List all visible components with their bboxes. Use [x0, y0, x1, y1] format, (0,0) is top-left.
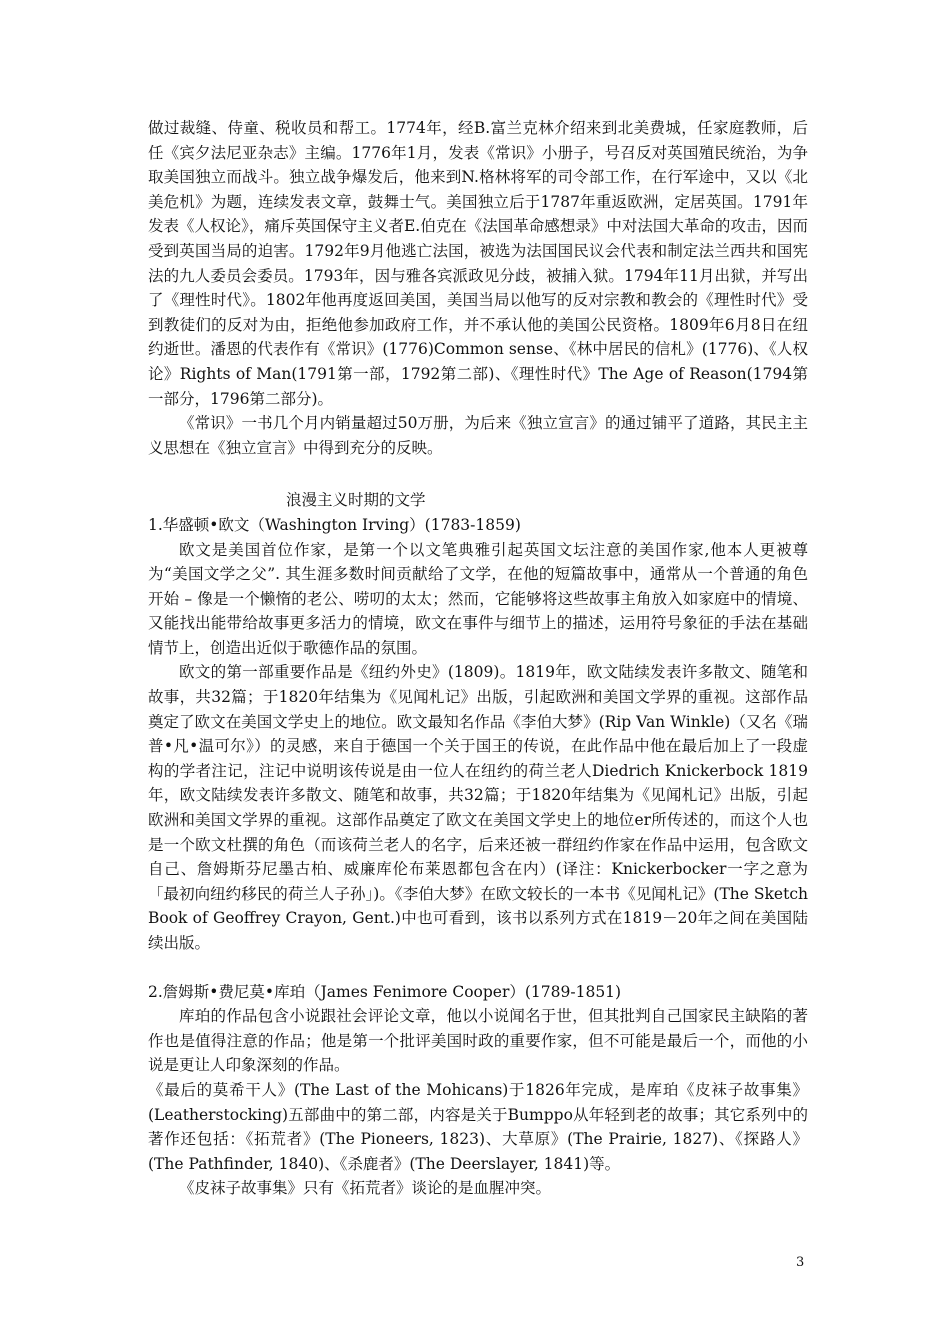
cooper-paragraph-1: 库珀的作品包含小说跟社会评论文章，他以小说闻名于世，但其批判自己国家民主缺陷的著作也是值得注意的作品；他是第一个批评美国时政的重要作家，但不可能是最后一个，而他的小说是更让人印象深刻的作品。 [148, 1007, 808, 1075]
cooper-paragraph-3: 《皮袜子故事集》只有《拓荒者》谈论的是血腥冲突。 [179, 1179, 552, 1198]
spacer [148, 460, 808, 488]
section-title: 浪漫主义时期的文学 [286, 491, 426, 510]
irving-paragraph-1: 欧文是美国首位作家，是第一个以文笔典雅引起英国文坛注意的美国作家,他本人更被尊为“美国文学之父”. 其生涯多数时间贡献给了文学，在他的短篇故事中，通常从一个普通的角色开始 – 像是一个懒惰的老公、唠叨的太太；然而，它能够将这些故事主角放入如家庭中的情境、又能找出能带给故事更多活力的情境，欧文在事件与细节上的描述，运用符号象征的手法在基础情节上，创造出近似于歌德作品的氛围。 [148, 540, 808, 657]
irving-heading: 1.华盛顿•欧文（Washington Irving）(1783-1859) [148, 515, 521, 534]
spacer [148, 956, 808, 980]
cooper-heading: 2.詹姆斯•费尼莫•库珀（James Fenimore Cooper）(1789-1851) [148, 982, 622, 1001]
page-body [148, 116, 808, 1201]
page-number: 3 [796, 1255, 805, 1270]
paine-biography-paragraph: 做过裁缝、侍童、税收员和帮工。1774年，经B.富兰克林介绍来到北美费城，任家庭教师，后任《宾夕法尼亚杂志》主编。1776年1月，发表《常识》小册子，号召反对英国殖民统治，为争取美国独立而战斗。独立战争爆发后，他来到N.格林将军的司令部工作，在行军途中，又以《北美危机》为题，连续发表文章，鼓舞士气。美国独立后于1787年重返欧洲，定居英国。1791年发表《人权论》，痛斥英国保守主义者E.伯克在《法国革命感想录》中对法国大革命的攻击，因而受到英国当局的迫害。1792年9月他逃亡法国，被选为法国国民议会代表和制定法兰西共和国宪法的九人委员会委员。1793年，因与雅各宾派政见分歧，被捕入狱。1794年11月出狱，并写出了《理性时代》。1802年他再度返回美国，美国当局以他写的反对宗教和教会的《理性时代》受到教徒们的反对为由，拒绝他参加政府工作，并不承认他的美国公民资格。1809年6月8日在纽约逝世。潘恩的代表作有《常识》(1776)Common sense、《林中居民的信札》(1776)、《人权论》Rights of Man(1791第一部，1792第二部)、《理性时代》The Age of Reason(1794第一部分，1796第二部分)。 [148, 119, 808, 408]
irving-paragraph-2: 欧文的第一部重要作品是《纽约外史》(1809)。1819年，欧文陆续发表许多散文、随笔和故事，共32篇；于1820年结集为《见闻札记》出版，引起欧洲和美国文学界的重视。这部作品奠定了欧文在美国文学史上的地位。欧文最知名作品《李伯大梦》(Rip Van Winkle)（又名《瑞普•凡•温可尔》）的灵感，来自于德国一个关于国王的传说，在此作品中他在最后加上了一段虚构的学者注记，注记中说明该传说是由一位人在纽约的荷兰老人Diedrich Knickerbock 1819年，欧文陆续发表许多散文、随笔和故事，共32篇；于1820年结集为《见闻札记》出版，引起欧洲和美国文学界的重视。这部作品奠定了欧文在美国文学史上的地位er所传述的，而这个人也是一个欧文杜撰的角色（而该荷兰老人的名字，后来还被一群纽约作家在作品中运用，包含欧文自己、詹姆斯芬尼墨古柏、威廉库伦布莱恩都包含在内）(译注：Knickerbocker一字之意为「最初向纽约移民的荷兰人子孙」)。《李伯大梦》在欧文较长的一本书《见闻札记》(The Sketch Book of Geoffrey Crayon, Gent.)中也可看到，该书以系列方式在1819－20年之间在美国陆续出版。 [148, 663, 808, 952]
cooper-paragraph-2: 《最后的莫希干人》(The Last of the Mohicans)于1826年完成，是库珀《皮袜子故事集》(Leatherstocking)五部曲中的第二部，内容是关于Bumppo从年轻到老的故事；其它系列中的著作还包括：《拓荒者》(The Pioneers, 1823)、大草原》(The Prairie, 1827)、《探路人》(The Pathfinder, 1840)、《杀鹿者》(The Deerslayer, 1841)等。 [148, 1080, 808, 1173]
common-sense-paragraph: 《常识》一书几个月内销量超过50万册，为后来《独立宣言》的通过铺平了道路，其民主主义思想在《独立宣言》中得到充分的反映。 [148, 414, 808, 457]
